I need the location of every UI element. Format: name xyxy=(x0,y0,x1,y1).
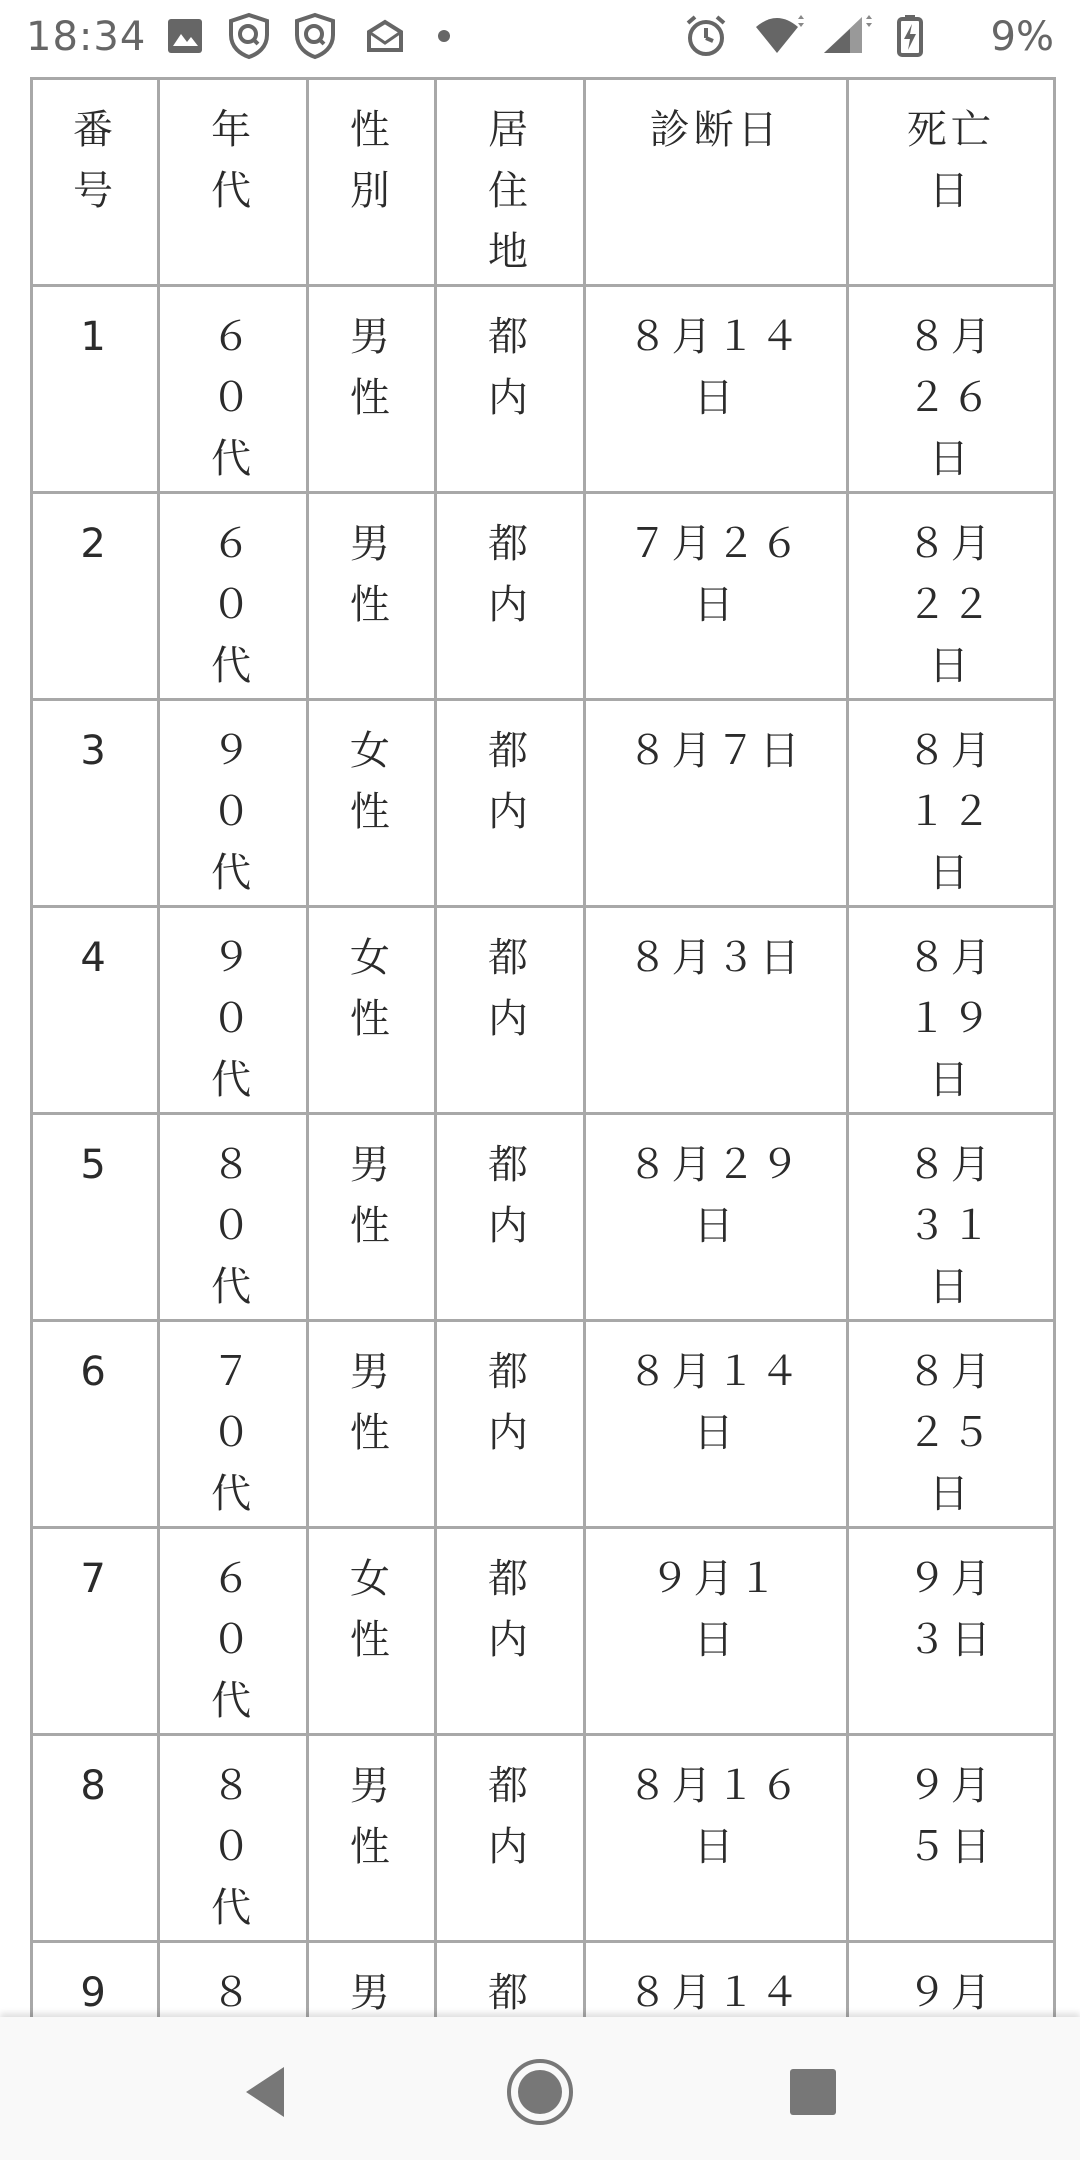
cell-death-date: ８月 ２６ 日 xyxy=(847,286,1054,493)
cell-age: ６ ０ 代 xyxy=(159,493,308,700)
table-row xyxy=(32,286,1055,493)
cell-sex: 女 性 xyxy=(308,700,436,907)
cell-age: ９ ０ 代 xyxy=(159,700,308,907)
cell-number: 3 xyxy=(32,700,159,907)
cell-residence: 都 内 xyxy=(436,1735,584,1942)
cell-number: 8 xyxy=(32,1735,159,1942)
cases-table xyxy=(30,77,1056,2150)
cell-sex: 男 xyxy=(308,1942,436,2149)
cell-death-date: ９月 ５日 xyxy=(847,1735,1054,1942)
cell-number: 7 xyxy=(32,1528,159,1735)
table-header-row xyxy=(32,79,1055,286)
cell-number: 4 xyxy=(32,907,159,1114)
cell-residence: 都 内 xyxy=(436,700,584,907)
cell-diagnosis-date: ８月２９ 日 xyxy=(584,1114,847,1321)
cell-death-date: ８月 ３１ 日 xyxy=(847,1114,1054,1321)
shield-q-icon xyxy=(227,13,273,59)
alarm-icon xyxy=(684,13,730,59)
cell-diagnosis-date: ９月１ 日 xyxy=(584,1528,847,1735)
home-icon[interactable] xyxy=(505,2057,575,2127)
cell-number: 9 xyxy=(32,1942,159,2149)
cell-age: ８ ０ 代 xyxy=(159,1114,308,1321)
table-row xyxy=(32,700,1055,907)
cell-death-date: ８月 ２５ 日 xyxy=(847,1321,1054,1528)
cell-diagnosis-date: ８月１６ 日 xyxy=(584,1735,847,1942)
signal-icon xyxy=(822,13,876,59)
status-time: 18:34 xyxy=(26,14,147,60)
header-sex: 性 別 xyxy=(308,79,436,286)
cell-death-date: ９月 xyxy=(847,1942,1054,2149)
cell-number: 1 xyxy=(32,286,159,493)
cell-age: ６ ０ 代 xyxy=(159,1528,308,1735)
cell-diagnosis-date: ８月７日 xyxy=(584,700,847,907)
table-row xyxy=(32,1528,1055,1735)
cell-residence: 都 内 xyxy=(436,1114,584,1321)
cell-diagnosis-date: ８月１４ xyxy=(584,1942,847,2149)
recents-icon[interactable] xyxy=(778,2057,848,2127)
cell-sex: 男 性 xyxy=(308,1735,436,1942)
header-diagnosis-date: 診断日 xyxy=(584,79,847,286)
table-row xyxy=(32,1114,1055,1321)
cell-diagnosis-date: ７月２６ 日 xyxy=(584,493,847,700)
cell-residence: 都 内 xyxy=(436,1528,584,1735)
header-residence: 居 住 地 xyxy=(436,79,584,286)
cell-residence: 都 内 xyxy=(436,907,584,1114)
image-icon xyxy=(165,13,211,59)
cell-age: ８ ０ 代 xyxy=(159,1735,308,1942)
cell-death-date: ８月 ２２ 日 xyxy=(847,493,1054,700)
cell-residence: 都 xyxy=(436,1942,584,2149)
cases-table-container[interactable] xyxy=(30,77,1056,2017)
cell-sex: 女 性 xyxy=(308,1528,436,1735)
cell-sex: 女 性 xyxy=(308,907,436,1114)
cell-diagnosis-date: ８月１４ 日 xyxy=(584,286,847,493)
cell-sex: 男 性 xyxy=(308,286,436,493)
header-age: 年 代 xyxy=(159,79,308,286)
header-death-date: 死亡 日 xyxy=(847,79,1054,286)
status-bar xyxy=(0,0,1080,72)
cell-death-date: ８月 １９ 日 xyxy=(847,907,1054,1114)
cell-residence: 都 内 xyxy=(436,286,584,493)
cell-diagnosis-date: ８月３日 xyxy=(584,907,847,1114)
cell-death-date: ８月 １２ 日 xyxy=(847,700,1054,907)
table-row xyxy=(32,1321,1055,1528)
cell-sex: 男 性 xyxy=(308,1321,436,1528)
cell-age: ８ xyxy=(159,1942,308,2149)
shield-q-icon xyxy=(293,13,339,59)
cell-sex: 男 性 xyxy=(308,493,436,700)
cell-age: ６ ０ 代 xyxy=(159,286,308,493)
cell-sex: 男 性 xyxy=(308,1114,436,1321)
table-row xyxy=(32,907,1055,1114)
cell-diagnosis-date: ８月１４ 日 xyxy=(584,1321,847,1528)
cell-residence: 都 内 xyxy=(436,1321,584,1528)
dot-icon xyxy=(437,13,483,59)
table-row xyxy=(32,1735,1055,1942)
battery-percent: 9% xyxy=(990,14,1054,60)
table-row xyxy=(32,493,1055,700)
cell-number: 5 xyxy=(32,1114,159,1321)
wifi-icon xyxy=(754,13,804,59)
cell-number: 6 xyxy=(32,1321,159,1528)
cell-residence: 都 内 xyxy=(436,493,584,700)
header-number: 番 号 xyxy=(32,79,159,286)
cell-age: ９ ０ 代 xyxy=(159,907,308,1114)
cell-age: ７ ０ 代 xyxy=(159,1321,308,1528)
messaging-icon xyxy=(365,13,411,59)
back-icon[interactable] xyxy=(232,2057,302,2127)
battery-charging-icon xyxy=(896,13,924,59)
cell-number: 2 xyxy=(32,493,159,700)
cell-death-date: ９月 ３日 xyxy=(847,1528,1054,1735)
navigation-bar xyxy=(0,2017,1080,2160)
